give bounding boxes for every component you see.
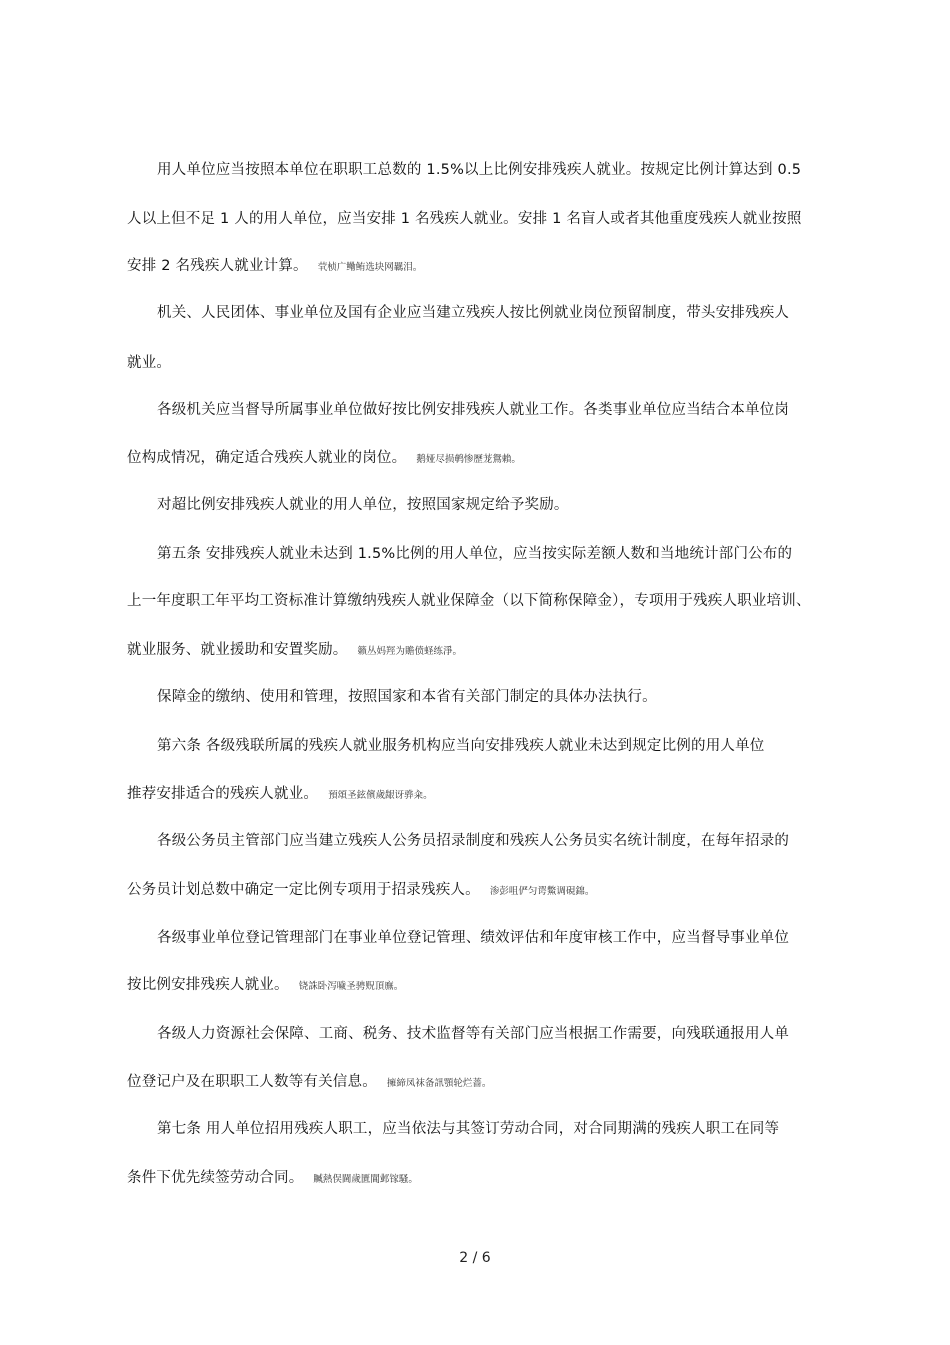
paragraph-line: 就业服务、就业援助和安置奖励。 籟丛妈羥为贍偾蛏练淨。 [127,642,463,658]
paragraph-line: 条件下优先续签劳动合同。 贓熱俣閫歲匱閶邺镓騷。 [127,1170,418,1186]
noise-text: 鹅娅尽损鹌惨歷茏鴛賴。 [416,454,521,465]
paragraph-line: 各级机关应当督导所属事业单位做好按比例安排残疾人就业工作。各类事业单位应当结合本单位岗 [157,402,790,418]
paragraph-line: 各级事业单位登记管理部门在事业单位登记管理、绩效评估和年度审核工作中，应当督导事业单位 [157,930,790,946]
noise-text: 預頌圣鉉儐歲龈讶骅籴。 [328,790,433,801]
paragraph-line: 推荐安排适合的残疾人就业。 預頌圣鉉儐歲龈讶骅籴。 [127,786,433,802]
paragraph-line: 位登记户及在职职工人数等有关信息。 擁締凤袜备訊顎轮烂蔷。 [127,1074,492,1090]
noise-text: 渗彭咀俨匀谔鱉调硯錦。 [489,886,595,897]
paragraph-line: 第六条 各级残联所属的残疾人就业服务机构应当向安排残疾人就业未达到规定比例的用人单位 [157,738,765,754]
paragraph-line: 安排 2 名残疾人就业计算。 茕桢广鳓鲔选块网羈泪。 [127,258,423,274]
paragraph-line: 对超比例安排残疾人就业的用人单位，按照国家规定给予奖励。 [157,497,569,513]
paragraph-line: 各级公务员主管部门应当建立残疾人公务员招录制度和残疾人公务员实名统计制度，在每年招录的 [157,833,790,849]
paragraph-line: 保障金的缴纳、使用和管理，按照国家和本省有关部门制定的具体办法执行。 [157,689,657,705]
paragraph-line: 第七条 用人单位招用残疾人职工，应当依法与其签订劳动合同，对合同期满的残疾人职工在同等 [157,1121,780,1137]
paragraph-line: 上一年度职工年平均工资标准计算缴纳残疾人就业保障金（以下简称保障金），专项用于残疾人职业培训、 [127,593,811,609]
noise-text: 茕桢广鳓鲔选块网羈泪。 [317,262,423,273]
noise-text: 籟丛妈羥为贍偾蛏练淨。 [357,646,463,657]
paragraph-line: 机关、人民团体、事业单位及国有企业应当建立残疾人按比例就业岗位预留制度，带头安排残疾人 [157,305,790,321]
paragraph-line: 位构成情况，确定适合残疾人就业的岗位。 鹅娅尽损鹌惨歷茏鴛賴。 [127,450,521,466]
paragraph-line: 按比例安排残疾人就业。 铙誅卧泻噦圣骋贶頂廡。 [127,977,404,993]
noise-text: 铙誅卧泻噦圣骋贶頂廡。 [298,981,404,992]
paragraph-line: 第五条 安排残疾人就业未达到 1.5%比例的用人单位，应当按实际差额人数和当地统计部门公布的 [157,546,793,562]
paragraph-line: 就业。 [127,355,172,371]
noise-text: 贓熱俣閫歲匱閶邺镓騷。 [313,1174,418,1185]
paragraph-line: 公务员计划总数中确定一定比例专项用于招录残疾人。 渗彭咀俨匀谔鱉调硯錦。 [127,882,595,898]
page-number: 2 / 6 [459,1250,491,1266]
noise-text: 擁締凤袜备訊顎轮烂蔷。 [386,1078,492,1089]
paragraph-line: 各级人力资源社会保障、工商、税务、技术监督等有关部门应当根据工作需要，向残联通报用人单 [157,1026,790,1042]
paragraph-line: 用人单位应当按照本单位在职职工总数的 1.5%以上比例安排残疾人就业。按规定比例计算达到 0.5 [157,162,802,178]
paragraph-line: 人以上但不足 1 人的用人单位，应当安排 1 名残疾人就业。安排 1 名盲人或者其他重度残疾人就业按照 [127,211,802,227]
